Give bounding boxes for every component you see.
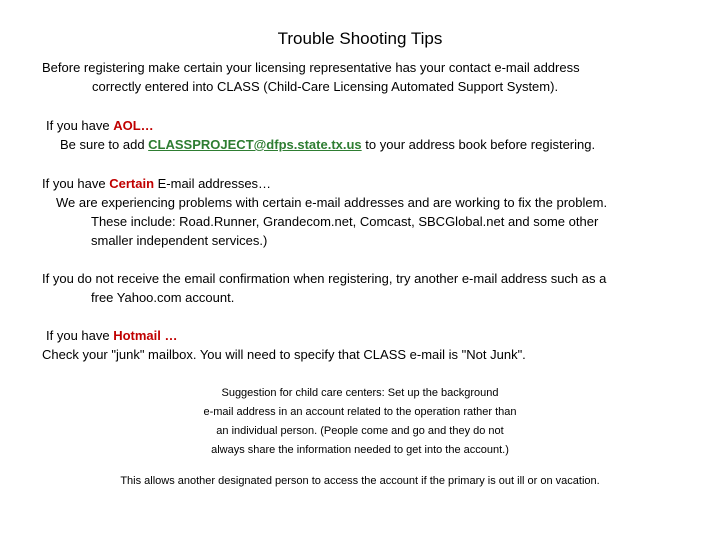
certain-suffix: E-mail addresses… <box>154 176 272 191</box>
intro-block <box>42 58 580 96</box>
certain-block <box>42 174 607 250</box>
suggestion-note <box>0 384 720 460</box>
closing-note: This allows another designated person to access the account if the primary is out ill or on vacation. <box>120 475 600 487</box>
no-confirmation-block <box>42 269 606 307</box>
certain-line-3: smaller independent services.) <box>91 233 268 248</box>
certain-line-1: We are experiencing problems with certain e-mail addresses and are working to fix the problem. <box>56 195 608 210</box>
aol-block <box>46 116 595 154</box>
hotmail-highlight: Hotmail … <box>113 328 178 343</box>
aol-highlight: AOL… <box>113 118 154 133</box>
aol-advice-prefix: Be sure to add <box>60 137 149 152</box>
aol-advice <box>46 135 595 154</box>
aol-prefix: If you have <box>46 118 114 133</box>
hotmail-heading <box>42 326 526 345</box>
suggestion-line-1: Suggestion for child care centers: Set up the background <box>221 387 499 399</box>
aol-email-link[interactable]: CLASSPROJECT@dfps.state.tx.us <box>148 137 362 152</box>
certain-line-2: These include: Road.Runner, Grandecom.net, Comcast, SBCGlobal.net and some other <box>91 214 599 229</box>
certain-prefix: If you have <box>42 176 110 191</box>
certain-heading <box>42 174 607 193</box>
intro-line-2: correctly entered into CLASS (Child-Care Licensing Automated Support System). <box>92 79 559 94</box>
intro-line-1: Before registering make certain your licensing representative has your contact e-mail address <box>42 60 580 75</box>
aol-advice-suffix: to your address book before registering. <box>361 137 596 152</box>
no-confirmation-line-2: free Yahoo.com account. <box>91 290 235 305</box>
suggestion-line-2: e-mail address in an account related to the operation rather than <box>203 406 517 418</box>
page-title: Trouble Shooting Tips <box>277 29 443 48</box>
no-confirmation-line-1: If you do not receive the email confirmation when registering, try another e-mail address such as a <box>42 271 607 286</box>
suggestion-line-4: always share the information needed to get into the account.) <box>211 444 509 456</box>
aol-heading <box>46 116 595 135</box>
hotmail-advice: Check your "junk" mailbox. You will need to specify that CLASS e-mail is "Not Junk". <box>42 347 526 362</box>
certain-highlight: Certain <box>109 176 155 191</box>
hotmail-prefix: If you have <box>46 328 114 343</box>
hotmail-block <box>42 326 526 364</box>
suggestion-line-3: an individual person. (People come and go and they do not <box>216 425 504 437</box>
